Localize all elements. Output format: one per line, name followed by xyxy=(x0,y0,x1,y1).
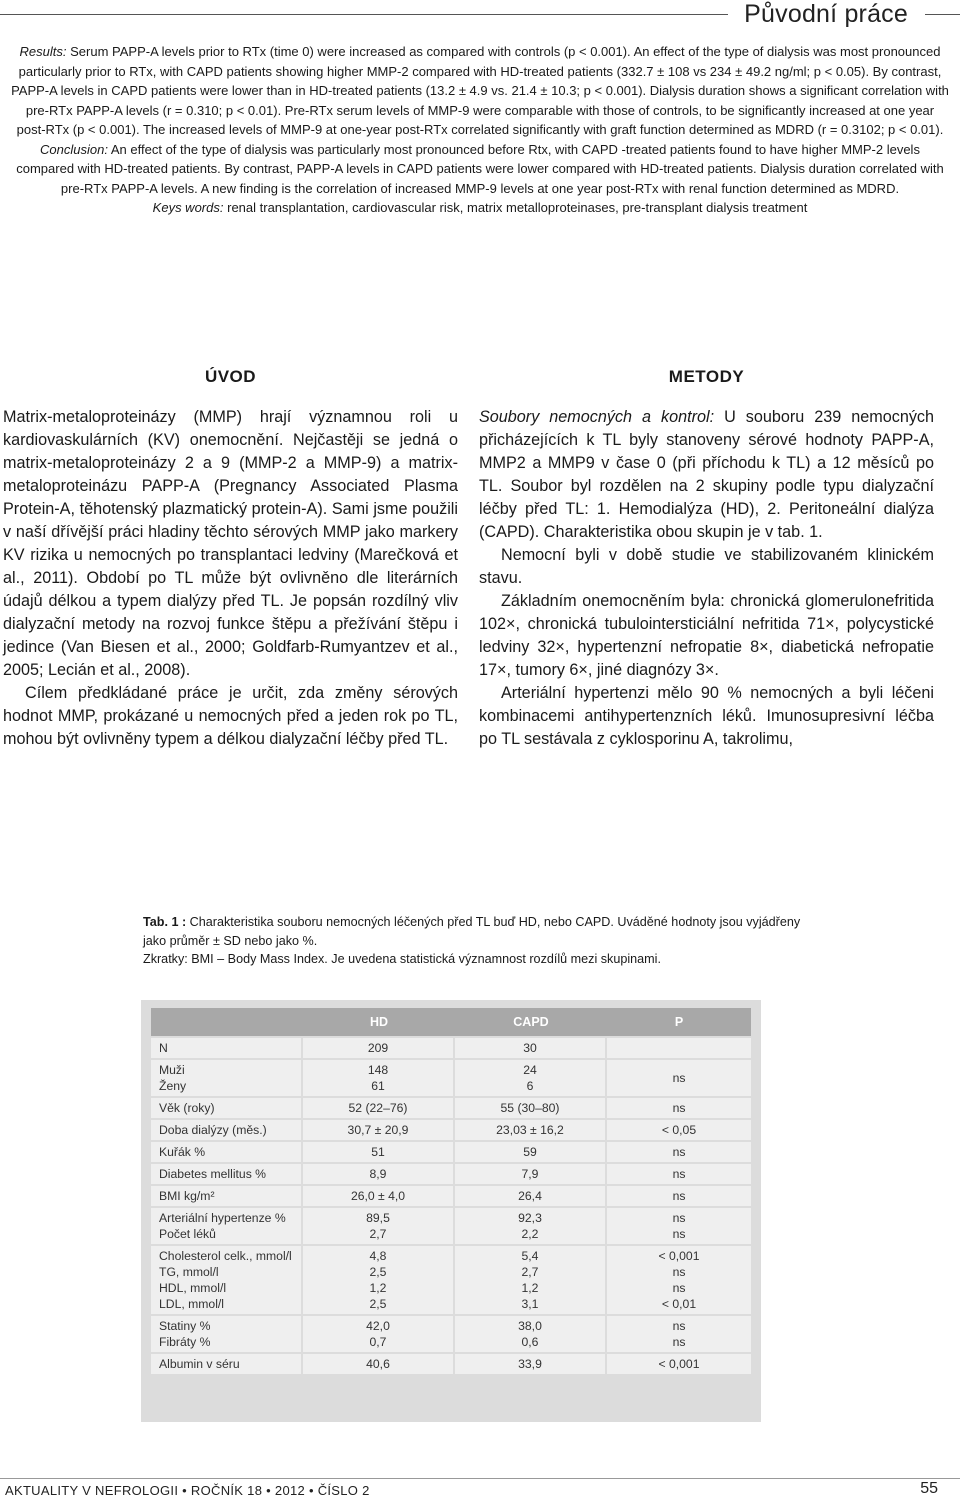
cell-capd: 26,4 xyxy=(455,1186,607,1206)
cell-capd: 24 6 xyxy=(455,1060,607,1096)
cell-capd: 7,9 xyxy=(455,1164,607,1184)
row-label: Věk (roky) xyxy=(151,1098,303,1118)
header-hd: HD xyxy=(303,1008,455,1036)
metody-p1-text: U souboru 239 nemocných přicházejících k TL byly stanoveny sérové hodnoty PAPP-A, MMP2 a MMP9 v čase 0 (při příchodu k TL) a 12 měsíců po TL. Soubor byl rozdělen na 2 skupiny podle typu dialyzační léčby před TL: 1. Hemodialýza (HD), 2. Peritoneální dialýza (CAPD). Charakteristika obou skupin je v tab. 1. xyxy=(479,408,935,541)
column-metody xyxy=(479,365,934,751)
table-row xyxy=(151,1142,751,1162)
header-p: P xyxy=(607,1008,751,1036)
section-title: Původní práce xyxy=(744,0,908,28)
cell-p: ns xyxy=(607,1060,751,1096)
cell-p: ns xyxy=(607,1098,751,1118)
metody-paragraph-1 xyxy=(479,406,934,544)
cell-hd: 52 (22–76) xyxy=(303,1098,455,1118)
header-rule-right xyxy=(925,14,960,15)
cell-capd: 38,0 0,6 xyxy=(455,1316,607,1352)
table-header-row xyxy=(151,1008,751,1036)
table-1 xyxy=(151,1006,751,1376)
journal-footer: AKTUALITY V NEFROLOGII • ROČNÍK 18 • 2012 • ČÍSLO 2 xyxy=(5,1483,370,1498)
cell-capd: 5,4 2,7 1,2 3,1 xyxy=(455,1246,607,1314)
row-label: Kuřák % xyxy=(151,1142,303,1162)
row-label: Arteriální hypertenze % Počet léků xyxy=(151,1208,303,1244)
table-row xyxy=(151,1060,751,1096)
header-rule-left xyxy=(0,14,728,15)
cell-hd: 26,0 ± 4,0 xyxy=(303,1186,455,1206)
cell-capd: 30 xyxy=(455,1038,607,1058)
uvod-heading: ÚVOD xyxy=(204,367,257,386)
column-uvod xyxy=(3,365,458,751)
cell-hd: 148 61 xyxy=(303,1060,455,1096)
keywords-text: renal transplantation, cardiovascular risk, matrix metalloproteinases, pre-transplant dialysis treatment xyxy=(227,200,808,215)
row-label: Albumin v séru xyxy=(151,1354,303,1374)
table-row xyxy=(151,1316,751,1352)
cell-capd: 33,9 xyxy=(455,1354,607,1374)
abstract-conclusion xyxy=(10,140,950,199)
footer-rule xyxy=(0,1478,960,1479)
cell-capd: 92,3 2,2 xyxy=(455,1208,607,1244)
cell-p: ns xyxy=(607,1186,751,1206)
table-row xyxy=(151,1098,751,1118)
page-number: 55 xyxy=(920,1480,938,1497)
cell-p xyxy=(607,1038,751,1058)
metody-heading: METODY xyxy=(668,367,745,386)
caption-label: Tab. 1 : xyxy=(143,915,187,929)
header-empty xyxy=(151,1008,303,1036)
abstract-results xyxy=(10,42,950,140)
cell-p: ns xyxy=(607,1142,751,1162)
cell-p: < 0,001 ns ns < 0,01 xyxy=(607,1246,751,1314)
cell-hd: 89,5 2,7 xyxy=(303,1208,455,1244)
cell-p: ns ns xyxy=(607,1208,751,1244)
cell-capd: 23,03 ± 16,2 xyxy=(455,1120,607,1140)
cell-p: < 0,001 xyxy=(607,1354,751,1374)
row-label: Statiny % Fibráty % xyxy=(151,1316,303,1352)
metody-p1-label: Soubory nemocných a kontrol: xyxy=(479,408,715,426)
table-row xyxy=(151,1354,751,1374)
conclusion-text: An effect of the type of dialysis was particularly most pronounced before Rtx, with CAPD -treated patients found to have higher MMP-2 levels compared with HD-treated patients. By contrast, PAPP-A levels in CAPD patients were lower compared with HD-treated patients. Dialysis duration correlated with pre-RTx PAPP-A levels. A new finding is the correlation of increased MMP-9 levels at one year post-RTx with renal function determined as MDRD. xyxy=(16,141,944,196)
caption-text: Charakteristika souboru nemocných léčených před TL buď HD, nebo CAPD. Uváděné hodnoty jsou vyjádřeny jako průměr ± SD nebo jako %. xyxy=(143,915,801,948)
cell-hd: 51 xyxy=(303,1142,455,1162)
cell-p: ns xyxy=(607,1164,751,1184)
row-label: Muži Ženy xyxy=(151,1060,303,1096)
caption-line-1 xyxy=(143,913,803,950)
table-row xyxy=(151,1164,751,1184)
caption-line-2: Zkratky: BMI – Body Mass Index. Je uvedena statistická významnost rozdílů mezi skupinami. xyxy=(143,952,661,966)
results-text: Serum PAPP-A levels prior to RTx (time 0) were increased as compared with controls (p < 0.001). An effect of the type of dialysis was most pronounced particularly prior to RTx, with CAPD patients showing higher MMP-2 compared with HD-treated patients (332.7 ± 108 vs 234 ± 49.2 ng/ml; p < 0.05). By contrast, PAPP-A levels in CAPD patients were lower than in HD-treated patients (13.2 ± 4.9 vs. 21.4 ± 10.3; p < 0.001). Dialysis duration shows a significant correlation with pre-RTx PAPP-A levels (r = 0.310; p < 0.01). Pre-RTx serum levels of MMP-9 were comparable with those of controls, to be significantly increased at one year post-RTx (p < 0.001). The increased levels of MMP-9 at one-year post-RTx correlated significantly with graft function determined as MDRD (r = 0.3102; p < 0.01). xyxy=(11,44,949,137)
table-row xyxy=(151,1186,751,1206)
abstract-keywords xyxy=(10,198,950,218)
row-label: Cholesterol celk., mmol/l TG, mmol/l HDL, mmol/l LDL, mmol/l xyxy=(151,1246,303,1314)
conclusion-label: Conclusion: xyxy=(40,141,108,157)
cell-hd: 209 xyxy=(303,1038,455,1058)
row-label: Diabetes mellitus % xyxy=(151,1164,303,1184)
row-label: BMI kg/m² xyxy=(151,1186,303,1206)
cell-hd: 40,6 xyxy=(303,1354,455,1374)
cell-p: ns ns xyxy=(607,1316,751,1352)
metody-paragraph-3: Základním onemocněním byla: chronická glomerulonefritida 102×, chronická tubulointersticiální nefritida 71×, polycystické ledviny 32×, hypertenzní nefropatie 8×, diabetická nefropatie 17×, tumory 6×, jiné diagnózy 3×. xyxy=(479,592,934,679)
abstract xyxy=(10,42,950,218)
cell-capd: 55 (30–80) xyxy=(455,1098,607,1118)
metody-paragraph-4: Arteriální hypertenzi mělo 90 % nemocných a byli léčeni kombinacemi antihypertenzních léků. Imunosupresivní léčba po TL sestávala z cyklosporinu A, takrolimu, xyxy=(479,684,934,748)
table-1-container xyxy=(141,1000,761,1422)
table-row xyxy=(151,1246,751,1314)
metody-paragraph-2: Nemocní byli v době studie ve stabilizovaném klinickém stavu. xyxy=(479,546,934,587)
uvod-paragraph-2: Cílem předkládané práce je určit, zda změny sérových hodnot MMP, prokázané u nemocných před a jeden rok po TL, mohou být ovlivněny typem a délkou dialyzační léčby před TL. xyxy=(3,684,458,748)
cell-hd: 42,0 0,7 xyxy=(303,1316,455,1352)
table-row xyxy=(151,1208,751,1244)
results-label: Results: xyxy=(19,44,67,59)
table-row xyxy=(151,1120,751,1140)
keywords-label: Keys words: xyxy=(152,200,224,215)
uvod-paragraph-1: Matrix-metaloproteinázy (MMP) hrají významnou roli u kardiovaskulárních (KV) onemocnění. Nejčastěji se jedná o matrix-metaloproteinázy 2 a 9 (MMP-2 a MMP-9) a matrix-metaloproteinázu PAPP-A (Pregnancy Associated Plasma Protein-A, těhotenský plazmatický protein-A). Sami jsme použili v naší dřívější práci hladiny těchto sérových MMP jako markery KV rizika u nemocných po transplantaci ledviny (Marečková et al., 2011). Období po TL může být ovlivněno dle literárních údajů délkou a typem dialýzy před TL. Je popsán rozdílný vliv dialyzační metody na rozvoj funkce štěpu a přežívání štěpu i jedince (Van Biesen et al., 2000; Goldfarb-Rumyantzev et al., 2005; Lecián et al., 2008). xyxy=(3,408,458,679)
cell-hd: 4,8 2,5 1,2 2,5 xyxy=(303,1246,455,1314)
cell-capd: 59 xyxy=(455,1142,607,1162)
cell-p: < 0,05 xyxy=(607,1120,751,1140)
cell-hd: 8,9 xyxy=(303,1164,455,1184)
table-caption xyxy=(143,913,803,969)
header-capd: CAPD xyxy=(455,1008,607,1036)
cell-hd: 30,7 ± 20,9 xyxy=(303,1120,455,1140)
table-row xyxy=(151,1038,751,1058)
row-label: N xyxy=(151,1038,303,1058)
row-label: Doba dialýzy (měs.) xyxy=(151,1120,303,1140)
